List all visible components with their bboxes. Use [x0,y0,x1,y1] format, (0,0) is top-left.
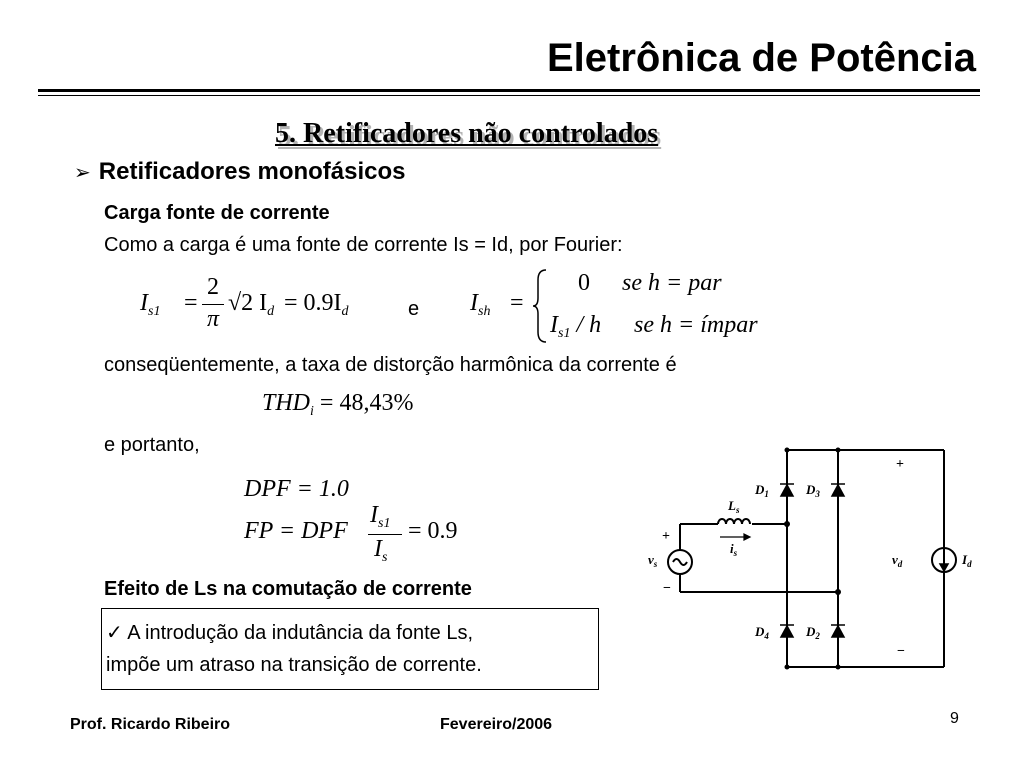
diode-d3-label: $D_3$ [806,482,820,499]
diode-d2-label: $D_2$ [806,624,820,641]
is1-result: = $0.9I_d$ [284,290,349,319]
ish-lhs: $I_{sh}$ [470,290,491,319]
minus-bottom-label: − [897,644,905,659]
is1-numerator: 2 [207,274,219,300]
connector-e: e [408,298,420,320]
equation-fp [244,502,484,574]
section-title: 5. Retificadores não controlados [275,118,659,149]
ish-case2-condition: se h = ímpar [634,312,758,338]
left-brace-icon [532,268,550,344]
intro-line: Como a carga é uma fonte de corrente Is = Id, por Fourier: [104,234,623,256]
fp-denominator: $I_s$ [374,536,388,565]
note-line-1: ✓ A introdução da indutância da fonte Ls, [106,622,474,644]
is1-fraction-line [202,304,224,305]
plus-left-label: + [662,529,670,544]
footer-author: Prof. Ricardo Ribeiro [70,716,231,733]
note-line-2: impõe um atraso na transição de corrente. [106,654,482,676]
fp-value: = 0.9 [408,518,458,544]
diode-d4-label: $D_4$ [755,624,769,641]
source-vs-label: $v_s$ [648,552,658,569]
inductor-ls-label: $L_s$ [728,498,740,515]
header-rule-thin [38,95,980,96]
fp-fraction-line [368,534,402,535]
equation-is1: $I_{s1}$ = 2 π √2 $I_d$ = $0.9I_d$ [140,274,349,332]
fp-numerator: $I_{s1}$ [370,502,391,531]
equation-dpf: DPF = 1.0 [244,476,349,502]
equation-thd: $THD_i = 48,43\%$ [262,390,414,419]
page-title: Eletrônica de Potência [546,36,976,80]
header-rule-thick [38,89,980,92]
ish-case2-value: $I_{s1}$ / h [550,312,602,341]
subheading: Carga fonte de corrente [104,202,330,224]
ls-heading: Efeito de Ls na comutação de corrente [104,578,472,600]
arrow-bullet-icon: ➢ [74,162,91,184]
minus-left-label: − [663,581,671,596]
note-box [101,608,599,690]
output-vd-label: $v_d$ [892,552,903,569]
check-mark-icon: ✓ [106,622,123,644]
fp-lhs: FP = DPF [244,518,348,544]
is1-lhs: $I_{s1}$ [140,290,161,319]
is1-rhs: √2 $I_d$ [228,290,275,319]
consequently-line: conseqüentemente, a taxa de distorção harmônica da corrente é [104,354,677,376]
bullet-heading-text: Retificadores monofásicos [98,158,406,185]
diode-d1-label: $D_1$ [755,482,769,499]
portanto-line: e portanto, [104,434,200,456]
current-is-label: $i_s$ [730,541,738,558]
current-id-label: $I_d$ [962,552,972,569]
equation-ish: $I_{sh}$ = 0 se h = par $I_{s1}$ / h se h = ímpar [470,266,810,346]
is1-denominator: π [206,306,220,332]
rectifier-circuit-diagram [640,440,1000,680]
ish-case1-condition: se h = par [622,270,722,296]
plus-top-label: + [896,457,904,472]
footer-date: Fevereiro/2006 [440,716,553,733]
ish-case1-value: 0 [578,270,590,296]
page-number: 9 [950,710,959,727]
bullet-heading [74,158,406,186]
